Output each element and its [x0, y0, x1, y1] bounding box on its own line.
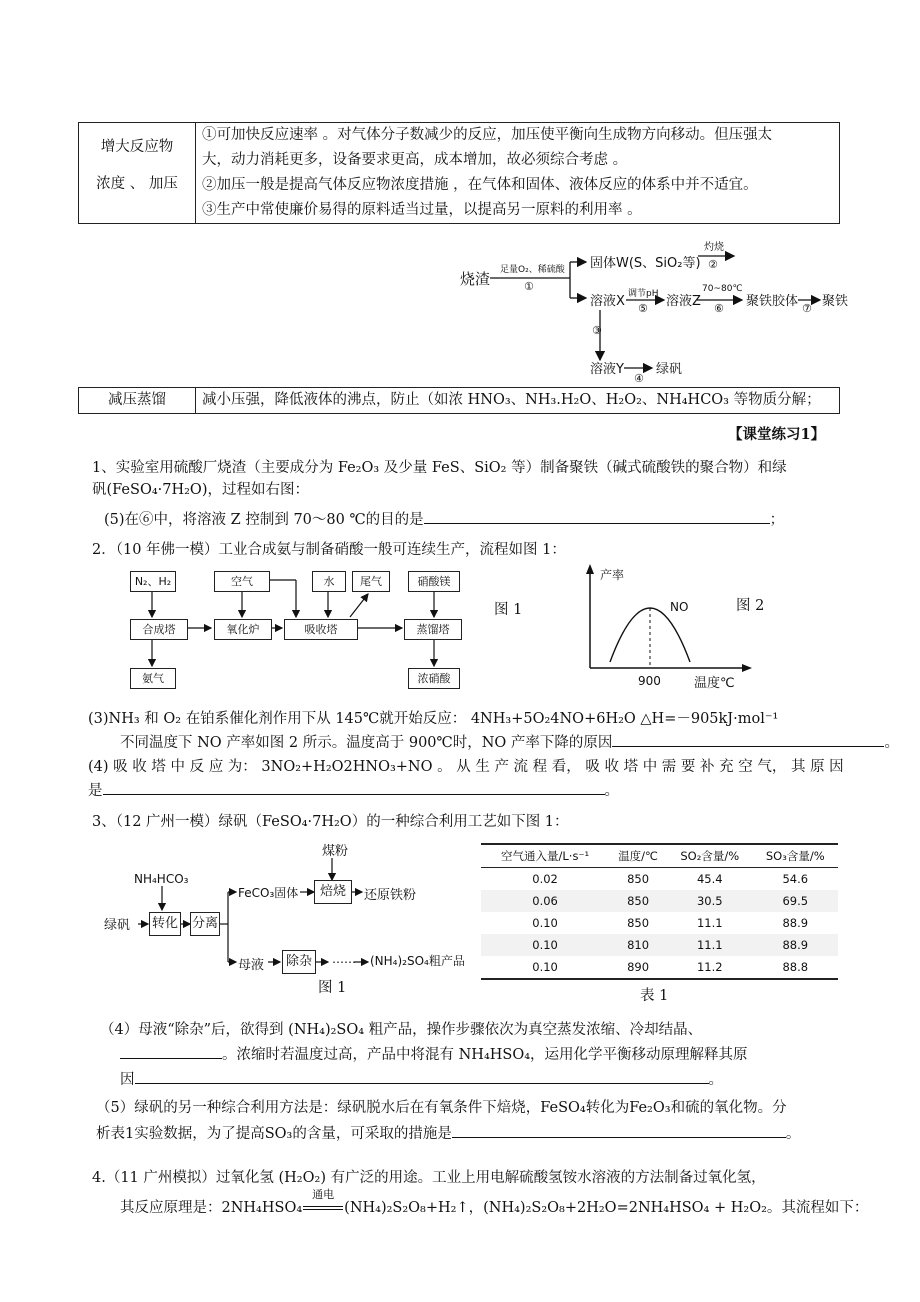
flow-nh4hco3: NH₄HCO₃: [134, 872, 189, 886]
answer-blank[interactable]: [424, 509, 770, 524]
row-content: 减小压强，降低液体的沸点，防止（如浓 HNO₃、NH₃.H₂O、H₂O₂、NH₄HCO₃ 等物质分解；: [196, 388, 840, 414]
flow-green: 绿矾: [104, 918, 131, 933]
box-ammonia: 氨气: [130, 668, 176, 689]
q3-sub4-line2: 。浓缩时若温度过高，产品中将混有 NH₄HSO₄，运用化学平衡移动原理解释其原: [120, 1043, 748, 1064]
chart-curve-label: NO: [670, 600, 689, 614]
flow-feco3: FeCO₃固体: [238, 886, 299, 900]
flow-green-vitriol: 绿矾: [656, 362, 683, 377]
flow-step-3: ③: [592, 324, 602, 337]
flow-coal: 煤粉: [322, 844, 349, 859]
flow-solid-w: 固体W(S、SiO₂等): [590, 256, 701, 271]
chart-y-label: 产率: [600, 568, 625, 582]
flow-mother: 母液: [238, 958, 265, 973]
answer-blank[interactable]: [135, 1069, 709, 1084]
box-air: 空气: [214, 571, 270, 592]
col-air-flow: 空气通入量/L·s⁻¹: [481, 844, 609, 868]
flow-product: 聚铁: [822, 294, 849, 309]
box-impurity: 除杂: [282, 950, 316, 974]
answer-blank[interactable]: [612, 732, 884, 747]
x-axis-arrow: [742, 664, 752, 672]
q1-line1: 1、实验室用硫酸厂烧渣（主要成分为 Fe₂O₃ 及少量 FeS、SiO₂ 等）制备聚铁（碱式硫酸铁的聚合物）和绿: [92, 460, 787, 476]
q1-sub5: (5)在⑥中，将溶液 Z 控制到 70～80 ℃的目的是 ；: [104, 508, 784, 529]
q3-fig1-caption: 图 1: [318, 980, 347, 996]
flow-start: 烧渣: [460, 270, 491, 288]
row-label: 减压蒸馏: [79, 388, 196, 414]
box-mg-nitrate: 硝酸镁: [408, 571, 460, 592]
q2-sub3-line2: 不同温度下 NO 产率如图 2 所示。温度高于 900℃时，NO 产率下降的原因 。: [120, 731, 899, 752]
q2-sub4-line2: 是 。: [88, 779, 619, 800]
table-row: [79, 388, 840, 414]
box-distillation-tower: 蒸馏塔: [404, 619, 462, 640]
flow-reagent: 足量O₂、稀硫酸: [500, 265, 565, 275]
flow-step-1: ①: [524, 280, 534, 293]
chart-x-label: 温度℃: [694, 676, 735, 691]
answer-blank[interactable]: [120, 1044, 222, 1059]
flow-solution-z: 溶液Z: [666, 294, 701, 309]
table-row: 0.10 810 11.1 88.9: [481, 934, 838, 956]
table-row: 0.10 850 11.1 88.9: [532, 916, 809, 930]
flow-solution-x: 溶液X: [590, 294, 625, 309]
flow-step-6: ⑥: [714, 302, 724, 315]
col-temperature: 温度/℃: [609, 844, 667, 868]
flow-diagram-vitriol: [104, 838, 474, 978]
q2-sub3: (3)NH₃ 和 O₂ 在铂系催化剂作用下从 145℃就开始反应： 4NH₃+5O₂4NO+6H₂O △H=－905kJ·mol⁻¹: [88, 711, 779, 727]
box-roast: 焙烧: [314, 880, 352, 904]
flow-burn: 灼烧: [704, 242, 724, 253]
reduce-pressure-table: [78, 387, 840, 414]
box-n2-h2: N₂、H₂: [130, 571, 176, 592]
col-so3: SO₃含量/%: [753, 844, 839, 868]
table-header-row: [481, 844, 838, 868]
col-so2: SO₂含量/%: [667, 844, 752, 868]
table-row: 0.10 890 11.2 88.8: [481, 956, 838, 979]
table-row: [79, 123, 840, 224]
table1-caption: 表 1: [640, 988, 669, 1004]
flow-colloid: 聚铁胶体: [746, 294, 799, 309]
flow-step-5: ⑤: [638, 302, 648, 315]
q3-sub4-line1: （4）母液“除杂”后，欲得到 (NH₄)₂SO₄ 粗产品，操作步骤依次为真空蒸发浓缩、冷却结晶、: [100, 1022, 703, 1038]
fig1-caption: 图 1: [494, 602, 523, 618]
q4-line2: 其反应原理是：2NH₄HSO₄ 通电 (NH₄)₂S₂O₈+H₂↑，(NH₄)₂S₂O₈+2H₂O=2NH₄HSO₄ + H₂O₂。其流程如下：: [120, 1188, 869, 1216]
table-row: 0.02 850 45.4 54.6: [532, 872, 809, 886]
flow-step-2: ②: [708, 258, 718, 271]
box-water: 水: [312, 571, 346, 592]
flow-step-7: ⑦: [802, 302, 812, 315]
q4-line1: 4.（11 广州模拟）过氧化氢 (H₂O₂) 有广泛的用途。工业上用电解硫酸氢铵水溶液的方法制备过氧化氢，: [92, 1170, 766, 1186]
answer-blank[interactable]: [452, 1123, 786, 1138]
flow-diagram-iron: [452, 242, 852, 390]
q3-sub4-line3: 因 。: [120, 1068, 723, 1089]
roast-data-table: [481, 843, 838, 980]
box-synthesis-tower: 合成塔: [130, 619, 188, 640]
box-convert: 转化: [149, 912, 181, 936]
flow-solution-y: 溶液Y: [590, 362, 624, 377]
electrolysis-arrow: 通电: [302, 1200, 344, 1216]
flow-dots: ……: [332, 952, 356, 966]
flow-temp: 70~80℃: [702, 284, 743, 294]
y-axis-arrow: [586, 564, 594, 574]
q3-sub5-line2: 析表1实验数据，为了提高SO₃的含量，可采取的措施是 。: [96, 1122, 800, 1143]
flow-step-4: ④: [634, 372, 644, 385]
q3-sub5-line1: （5）绿矾的另一种综合利用方法是：绿矾脱水后在有氧条件下焙烧，FeSO₄转化为Fe₂O₃和硫的氧化物。分: [96, 1100, 787, 1116]
fig2-caption: 图 2: [736, 598, 765, 614]
box-absorption-tower: 吸收塔: [284, 619, 358, 640]
box-separate: 分离: [190, 912, 220, 936]
q3-title: 3、（12 广州一模）绿矾（FeSO₄·7H₂O）的一种综合利用工艺如下图 1：: [92, 814, 569, 830]
yield-chart: [576, 564, 756, 694]
row-content: ①可加快反应速率 。对气体分子数减少的反应，加压使平衡向生成物方向移动。但压强太 大，动力消耗更多，设备要求更高，成本增加，故必须综合考虑 。 ②加压一般是提高气体反应物浓度措施 ，在气体和固体、液体反应的体系中并不适宜。 ③生产中常使廉价易得的原料适当过量，以提高另一原料的利用率 。: [196, 123, 840, 224]
conditions-table: [78, 122, 840, 224]
chart-x-tick-900: 900: [638, 674, 661, 688]
box-conc-nitric-acid: 浓硝酸: [408, 668, 460, 689]
q1-line2: 矾(FeSO₄·7H₂O)，过程如右图：: [92, 482, 309, 498]
practice-header: 【课堂练习1】: [728, 426, 826, 443]
q2-sub4: (4) 吸 收 塔 中 反 应 为： 3NO₂+H₂O2HNO₃+NO 。 从 生 产 流 程 看， 吸 收 塔 中 需 要 补 充 空 气， 其 原 因: [88, 759, 844, 775]
box-tail-gas: 尾气: [352, 571, 390, 592]
table-row: 0.06 850 30.5 69.5: [481, 890, 838, 912]
flow-diagram-ammonia: [118, 566, 468, 696]
answer-blank[interactable]: [103, 780, 605, 795]
flow-iron: 还原铁粉: [364, 888, 417, 903]
flow-adjust-ph: 调节pH: [628, 289, 659, 299]
row-label: 增大反应物 浓度 、 加压: [79, 123, 196, 224]
box-oxidation-furnace: 氧化炉: [214, 619, 272, 640]
flow-product: (NH₄)₂SO₄粗产品: [370, 954, 465, 968]
q2-title: 2．（10 年佛一模）工业合成氨与制备硝酸一般可连续生产，流程如图 1：: [92, 542, 566, 558]
